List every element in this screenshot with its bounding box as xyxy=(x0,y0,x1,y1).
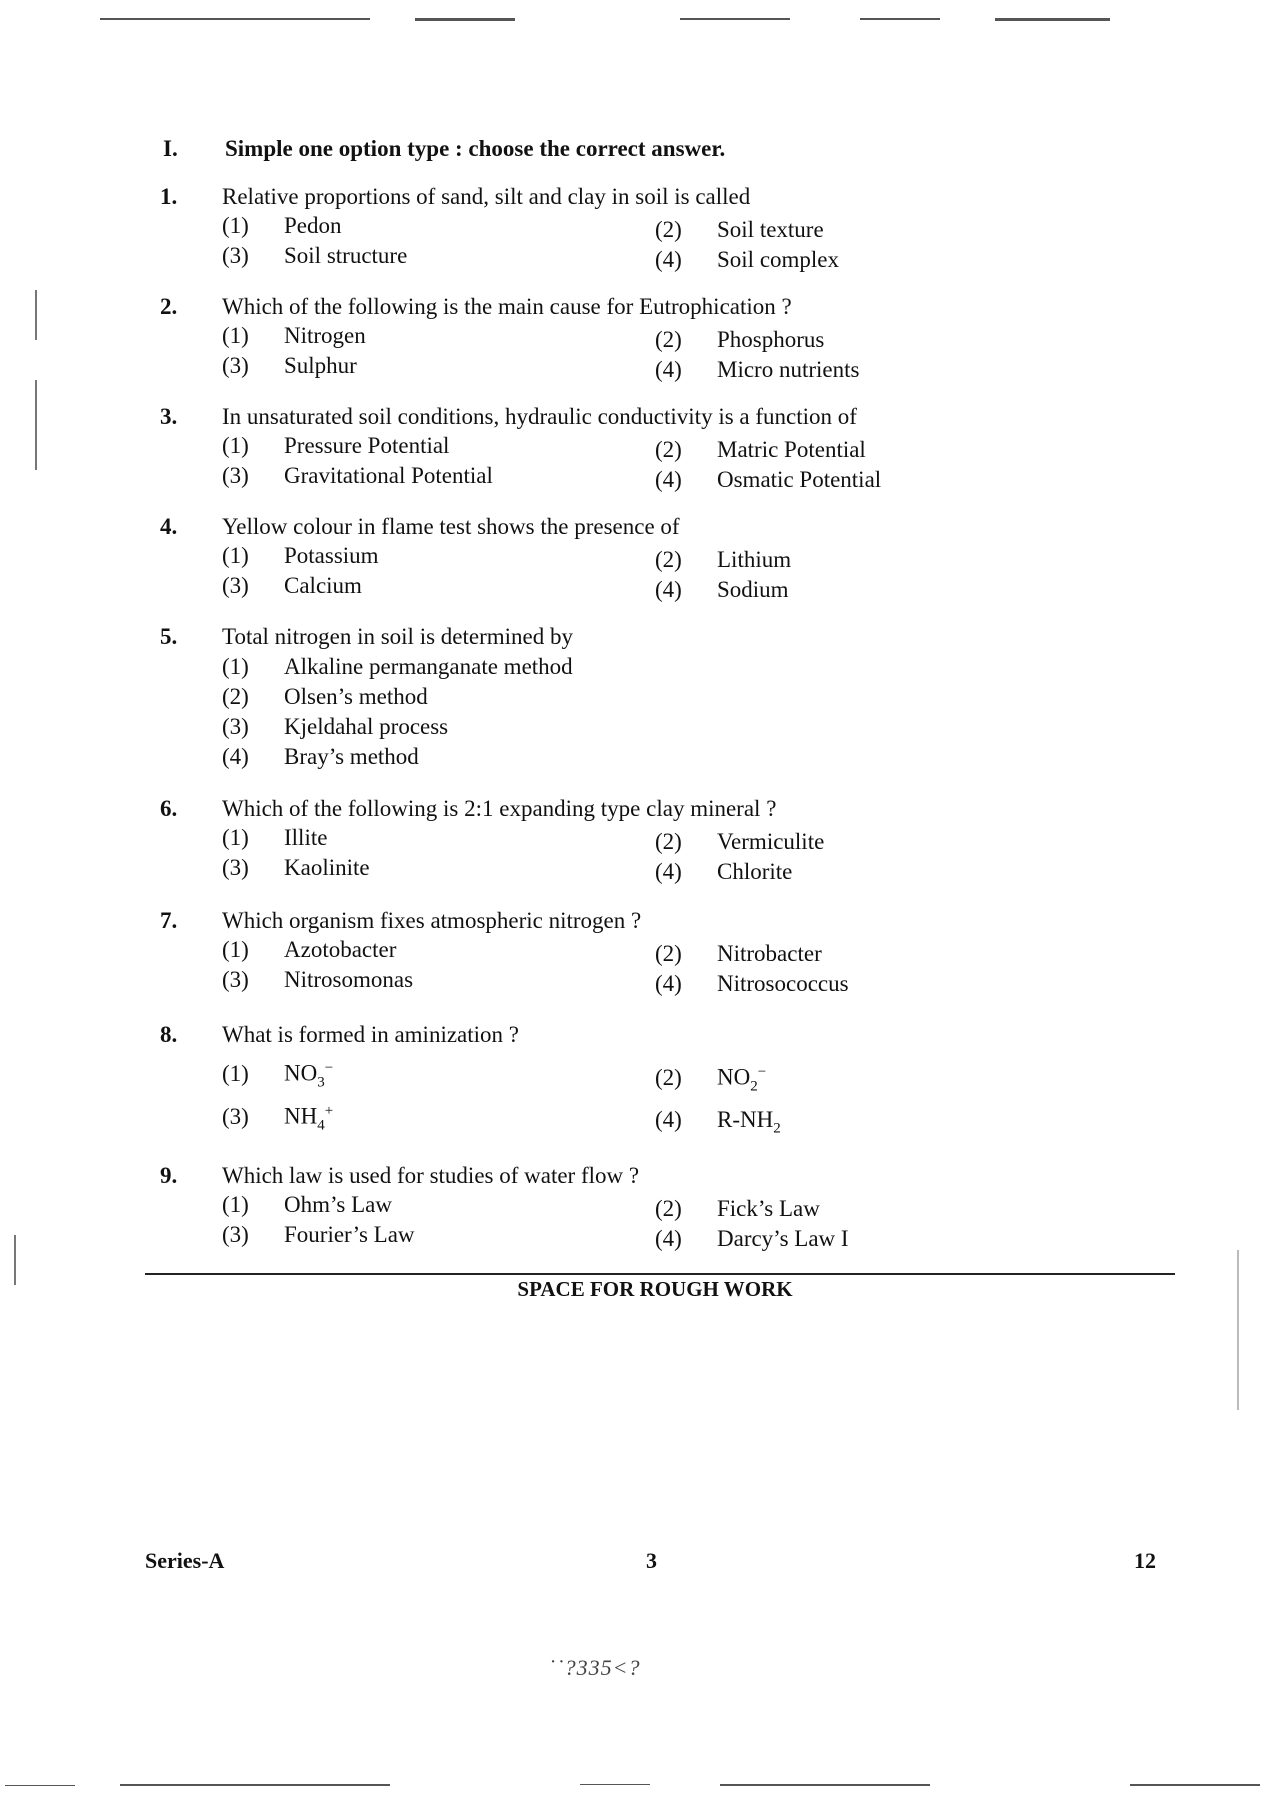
top-scan-line xyxy=(680,18,790,20)
question-number: 9. xyxy=(160,1163,178,1188)
option-4[interactable] xyxy=(655,357,859,383)
option-number: (3) xyxy=(222,243,249,268)
formula-base: NH xyxy=(284,1103,318,1129)
option-3[interactable] xyxy=(222,855,370,881)
option-number: (3) xyxy=(222,1222,249,1247)
question-text: What is formed in aminization ? xyxy=(222,1022,519,1047)
option-text: Sodium xyxy=(717,577,789,602)
option-number: (4) xyxy=(655,859,682,884)
margin-mark xyxy=(35,380,37,470)
question-number: 5. xyxy=(160,624,178,649)
bottom-scan-line xyxy=(1130,1784,1260,1786)
option-number: (1) xyxy=(222,1192,249,1217)
option-1[interactable] xyxy=(222,937,396,963)
option-2[interactable] xyxy=(222,684,428,710)
option-1[interactable] xyxy=(222,825,327,851)
divider-rule xyxy=(145,1273,1175,1275)
formula-subscript: 2 xyxy=(773,1120,781,1137)
question-text: Which of the following is the main cause for Eutrophication ? xyxy=(222,294,792,319)
option-2[interactable] xyxy=(655,437,866,463)
option-text: Osmatic Potential xyxy=(717,467,882,492)
handwritten-scribble: ˙˙?335<? xyxy=(548,1655,641,1680)
option-3[interactable] xyxy=(222,573,362,599)
formula-subscript: 3 xyxy=(317,1074,325,1091)
option-number: (2) xyxy=(655,327,682,352)
option-number: (4) xyxy=(655,577,682,602)
question-text: Which law is used for studies of water flow ? xyxy=(222,1163,640,1188)
option-text: Nitrogen xyxy=(284,323,366,348)
top-scan-line xyxy=(415,18,515,21)
option-text: Bray’s method xyxy=(284,744,419,769)
option-number: (1) xyxy=(222,1060,249,1086)
question-number: 6. xyxy=(160,796,178,821)
option-4[interactable] xyxy=(655,577,789,603)
option-text: Kjeldahal process xyxy=(284,714,449,739)
option-text: Darcy’s Law I xyxy=(717,1226,849,1251)
option-4[interactable] xyxy=(655,467,881,493)
option-2[interactable] xyxy=(655,941,822,967)
option-text: Fick’s Law xyxy=(717,1196,820,1221)
formula-subscript: 2 xyxy=(750,1078,758,1095)
option-number: (2) xyxy=(655,941,682,966)
footer-page-number: 3 xyxy=(646,1548,657,1573)
option-text: Soil structure xyxy=(284,243,408,268)
formula-base: NO xyxy=(284,1060,318,1086)
question-number: 3. xyxy=(160,404,178,429)
top-scan-line xyxy=(860,18,940,20)
option-number: (3) xyxy=(222,855,249,880)
option-text: Micro nutrients xyxy=(717,357,860,382)
option-number: (4) xyxy=(655,971,682,996)
formula-charge: − xyxy=(757,1064,767,1080)
option-number: (1) xyxy=(222,654,249,679)
option-text: Matric Potential xyxy=(717,437,866,462)
option-text: Pedon xyxy=(284,213,342,238)
option-number: (2) xyxy=(655,217,682,242)
option-number: (2) xyxy=(655,547,682,572)
option-4[interactable] xyxy=(655,971,849,997)
option-1[interactable] xyxy=(222,654,573,680)
option-2[interactable] xyxy=(655,217,824,243)
option-number: (3) xyxy=(222,463,249,488)
option-3[interactable] xyxy=(222,353,357,379)
option-number: (4) xyxy=(655,247,682,272)
question-text: Which organism fixes atmospheric nitrogen ? xyxy=(222,908,642,933)
option-1[interactable] xyxy=(222,323,366,349)
footer-code: 12 xyxy=(1134,1548,1156,1573)
top-scan-line xyxy=(100,18,370,20)
option-number: (3) xyxy=(222,353,249,378)
option-text: Nitrosococcus xyxy=(717,971,849,996)
option-number: (1) xyxy=(222,433,249,458)
option-1[interactable] xyxy=(222,433,449,459)
formula-charge: − xyxy=(324,1060,334,1076)
option-number: (3) xyxy=(222,1103,249,1129)
question-number: 7. xyxy=(160,908,178,933)
bottom-scan-line xyxy=(580,1784,650,1785)
question-number: 1. xyxy=(160,184,178,209)
margin-mark xyxy=(35,290,37,340)
option-number: (1) xyxy=(222,937,249,962)
option-text: Alkaline permanganate method xyxy=(284,654,573,679)
option-number: (2) xyxy=(655,437,682,462)
question-number: 2. xyxy=(160,294,178,319)
option-number: (2) xyxy=(222,684,249,709)
bottom-scan-line xyxy=(720,1784,930,1786)
footer-series: Series-A xyxy=(145,1548,225,1573)
option-text: Lithium xyxy=(717,547,792,572)
option-number: (4) xyxy=(655,1107,682,1132)
question-text: Relative proportions of sand, silt and clay in soil is called xyxy=(222,184,751,209)
formula-base: NO xyxy=(717,1064,751,1090)
bottom-scan-line xyxy=(120,1784,390,1786)
option-number: (1) xyxy=(222,825,249,850)
option-text: Azotobacter xyxy=(284,937,397,962)
option-4[interactable] xyxy=(655,247,839,273)
option-text: Vermiculite xyxy=(717,829,825,854)
option-4[interactable] xyxy=(222,744,419,770)
option-4[interactable] xyxy=(655,1226,849,1252)
option-1[interactable] xyxy=(222,543,379,569)
option-number: (3) xyxy=(222,967,249,992)
option-1[interactable] xyxy=(222,213,342,239)
formula-subscript: 4 xyxy=(317,1117,325,1134)
option-number: (2) xyxy=(655,1196,682,1221)
option-2[interactable] xyxy=(655,1064,766,1095)
question-text: Yellow colour in flame test shows the presence of xyxy=(222,514,680,539)
question-text: Total nitrogen in soil is determined by xyxy=(222,624,573,649)
option-3[interactable] xyxy=(222,967,413,993)
option-4[interactable] xyxy=(655,859,792,885)
option-text: Sulphur xyxy=(284,353,357,378)
option-1[interactable] xyxy=(222,1192,392,1218)
rough-work-heading: SPACE FOR ROUGH WORK xyxy=(517,1277,793,1301)
option-text: Ohm’s Law xyxy=(284,1192,392,1217)
option-number: (3) xyxy=(222,714,249,739)
option-number: (1) xyxy=(222,543,249,568)
formula-charge: + xyxy=(324,1103,334,1119)
margin-mark xyxy=(1237,1250,1239,1410)
option-text: Nitrosomonas xyxy=(284,967,414,992)
option-2[interactable] xyxy=(655,327,824,353)
option-2[interactable] xyxy=(655,829,824,855)
option-text: Kaolinite xyxy=(284,855,370,880)
option-number: (4) xyxy=(655,1226,682,1251)
option-3[interactable] xyxy=(222,1103,333,1134)
option-number: (2) xyxy=(655,829,682,854)
option-3[interactable] xyxy=(222,1222,415,1248)
option-number: (4) xyxy=(655,467,682,492)
option-text: Gravitational Potential xyxy=(284,463,493,488)
option-number: (4) xyxy=(655,357,682,382)
option-text: Chlorite xyxy=(717,859,793,884)
option-text: Phosphorus xyxy=(717,327,825,352)
option-text: Nitrobacter xyxy=(717,941,822,966)
option-text: Soil complex xyxy=(717,247,840,272)
option-2[interactable] xyxy=(655,1196,820,1222)
section-title: Simple one option type : choose the correct answer. xyxy=(225,136,726,161)
option-1[interactable] xyxy=(222,1060,333,1091)
option-4[interactable] xyxy=(655,1107,781,1138)
formula-base: R-NH xyxy=(717,1107,774,1132)
question-number: 4. xyxy=(160,514,178,539)
option-number: (4) xyxy=(222,744,249,769)
option-number: (2) xyxy=(655,1064,682,1090)
option-3[interactable] xyxy=(222,243,407,269)
section-number: I. xyxy=(163,136,178,161)
option-text: Potassium xyxy=(284,543,379,568)
question-text: Which of the following is 2:1 expanding type clay mineral ? xyxy=(222,796,777,821)
option-text: Soil texture xyxy=(717,217,824,242)
top-scan-line xyxy=(995,18,1110,21)
option-text: Illite xyxy=(284,825,328,850)
option-3[interactable] xyxy=(222,714,448,740)
option-2[interactable] xyxy=(655,547,791,573)
option-text: Olsen’s method xyxy=(284,684,428,709)
option-text: Pressure Potential xyxy=(284,433,450,458)
option-number: (1) xyxy=(222,323,249,348)
option-number: (3) xyxy=(222,573,249,598)
question-text: In unsaturated soil conditions, hydraulic conductivity is a function of xyxy=(222,404,857,429)
option-number: (1) xyxy=(222,213,249,238)
question-number: 8. xyxy=(160,1022,178,1047)
option-text: Fourier’s Law xyxy=(284,1222,415,1247)
bottom-scan-line xyxy=(5,1785,75,1786)
option-text: Calcium xyxy=(284,573,362,598)
option-3[interactable] xyxy=(222,463,493,489)
